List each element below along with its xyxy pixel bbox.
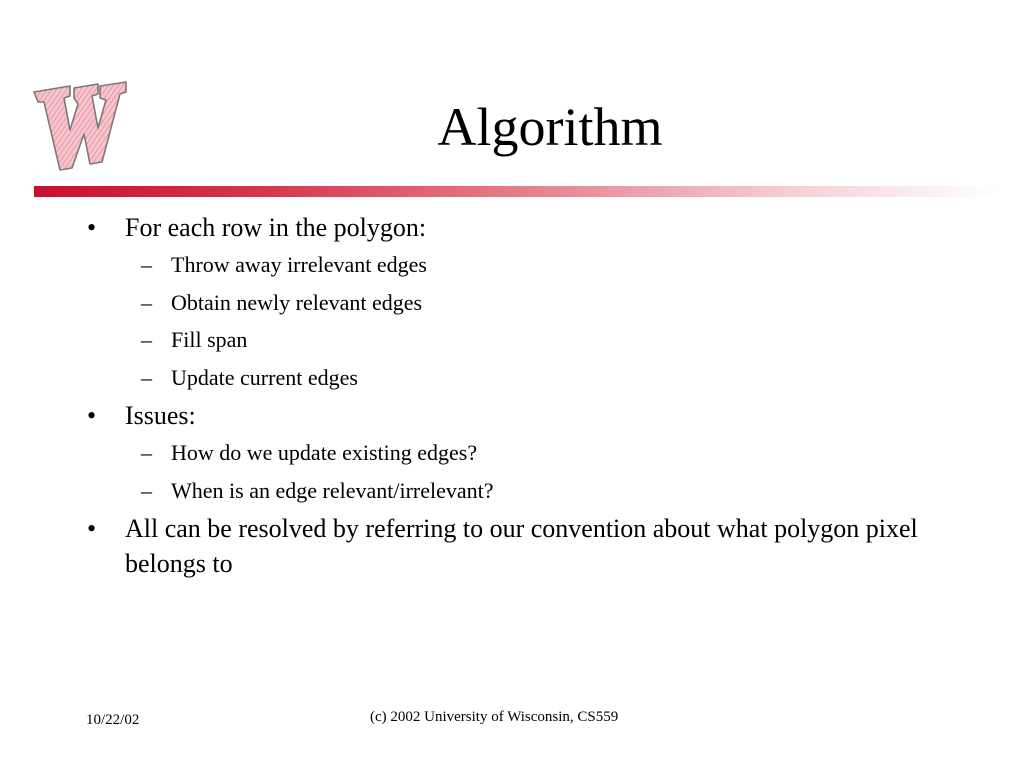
sub-bullet-marker: – xyxy=(141,364,152,390)
bullet-text: For each row in the polygon: xyxy=(125,213,427,242)
bullet-text: All can be resolved by referring to our convention about what polygon pixel belongs to xyxy=(125,514,918,578)
sub-bullet-marker: – xyxy=(141,477,152,503)
bullet-text: Issues: xyxy=(125,401,196,430)
sub-bullet-item xyxy=(84,246,964,284)
sub-bullet-item xyxy=(84,321,964,359)
sub-bullet-text: Obtain newly relevant edges xyxy=(171,289,423,315)
wisconsin-w-logo-icon xyxy=(30,78,130,176)
bullet-marker: • xyxy=(87,401,97,430)
sub-bullet-marker: – xyxy=(141,327,152,352)
title-divider xyxy=(34,186,1000,197)
footer-copyright: (c) 2002 University of Wisconsin, CS559 xyxy=(370,709,619,725)
sub-bullet-text: Update current edges xyxy=(171,364,358,390)
slide-title: Algorithm xyxy=(437,97,663,157)
bullet-marker: • xyxy=(87,213,97,242)
sub-bullet-item xyxy=(84,434,964,472)
bullet-item xyxy=(84,398,964,433)
sub-bullet-marker: – xyxy=(141,289,152,315)
bullet-item xyxy=(84,210,964,245)
bullet-item xyxy=(84,511,964,581)
sub-bullet-item xyxy=(84,284,964,322)
sub-bullet-item xyxy=(84,472,964,510)
bullet-marker: • xyxy=(87,514,97,543)
sub-bullet-marker: – xyxy=(141,252,152,277)
sub-bullet-item xyxy=(84,359,964,397)
sub-bullet-text: When is an edge relevant/irrelevant? xyxy=(171,477,494,503)
sub-bullet-marker: – xyxy=(141,440,152,465)
slide-body xyxy=(84,210,964,582)
sub-bullet-text: Throw away irrelevant edges xyxy=(171,252,427,277)
footer-date: 10/22/02 xyxy=(86,712,140,728)
sub-bullet-text: How do we update existing edges? xyxy=(171,440,478,465)
sub-bullet-text: Fill span xyxy=(171,327,248,352)
